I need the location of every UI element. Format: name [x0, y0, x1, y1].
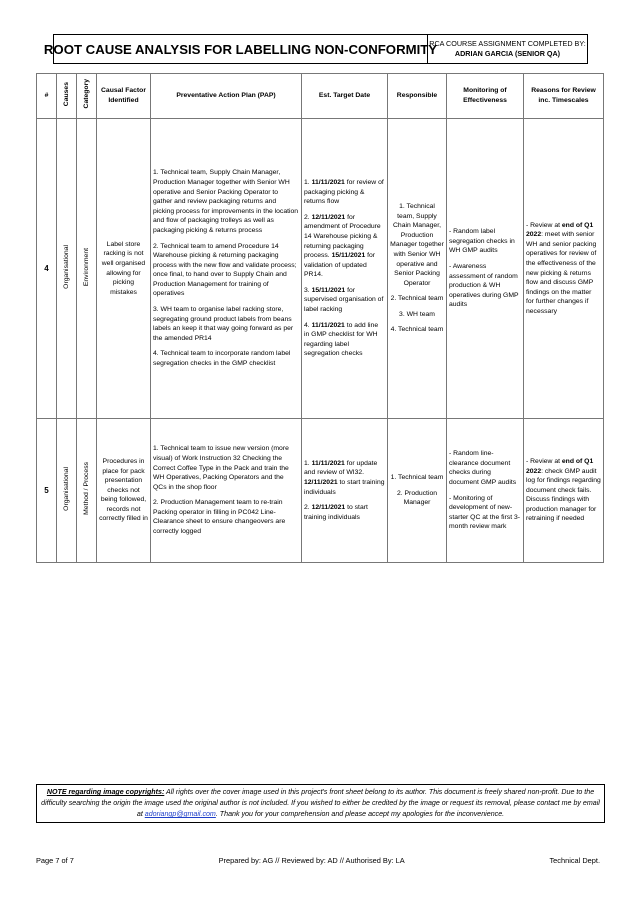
review-cell: - Review at end of Q1 2022: meet with senior WH and senior packing operatives for review of the effectiveness of the new picking & returns flow and discuss GMP findings on the matter for further changes if necessary — [524, 119, 604, 419]
col-reasons-header: Reasons for Review inc. Timescales — [524, 74, 604, 119]
pap-cell — [151, 119, 302, 419]
causal-factor: Label store racking is not well organised allowing for picking mistakes — [97, 119, 151, 419]
page-footer — [36, 856, 600, 865]
monitoring-item: - Awareness assessment of random production & WH operatives during GMP audits — [449, 262, 519, 309]
note-text-end: . Thank you for your comprehension and please accept my apologies for the inconvenience. — [215, 810, 505, 818]
assignment-box — [428, 34, 588, 64]
category-cell: Method / Process — [77, 419, 97, 563]
assignment-line: RCA COURSE ASSIGNMENT COMPLETED BY: — [429, 39, 586, 48]
col-target-header: Est. Target Date — [302, 74, 388, 119]
responsible-item: 4. Technical team — [390, 326, 444, 334]
cause-cell: Organisational — [57, 419, 77, 563]
pap-item: 2. Technical team to amend Procedure 14 Warehouse picking & returning packaging process with the new flow and validate process; once final, to hand over to Supply Chain and Production Management for training of operatives — [153, 242, 297, 298]
header-row — [37, 74, 604, 119]
row-number: 4 — [37, 119, 57, 419]
target-date-cell — [302, 119, 388, 419]
causal-factor: Procedures in place for pack presentation checks not being followed, records not correctly filled in — [97, 419, 151, 563]
approval-line: Prepared by: AG // Reviewed by: AD // Authorised By: LA — [218, 856, 405, 865]
monitoring-item: - Random line-clearance document checks during document GMP audits — [449, 450, 517, 486]
responsible-item: 3. WH team — [399, 310, 435, 318]
responsible-cell — [388, 419, 447, 563]
target-item: 3. 15/11/2021 for supervised organisation of label racking — [304, 286, 384, 314]
copyright-note — [36, 784, 605, 823]
page-number: Page 7 of 7 — [36, 856, 74, 865]
rca-table — [36, 73, 604, 563]
col-pap-header: Preventative Action Plan (PAP) — [151, 74, 302, 119]
target-item: 2. 12/11/2021 for amendment of Procedure 14 Warehouse picking & returning packaging process. 15/11/2021 for validation of updated PR14. — [304, 213, 381, 279]
email-link[interactable]: adoriangp@gmail.com — [144, 810, 216, 818]
cause-cell: Organisational — [57, 119, 77, 419]
col-category-header: Category — [77, 74, 97, 119]
col-number-header: # — [37, 74, 57, 119]
table-row — [37, 419, 604, 563]
note-text: All rights over the cover image used in this project's front sheet belong to its author. This document is freely shared non-profit. Due to the difficulty searching the origin the image used the original author is not included. If you wished to either be credited by the image or request its removal, please contact me by email at — [41, 788, 600, 818]
col-responsible-header: Responsible — [388, 74, 447, 119]
monitoring-cell — [447, 119, 524, 419]
target-item: 1. 11/11/2021 for review of packaging picking & returns flow — [304, 178, 384, 206]
row-number: 5 — [37, 419, 57, 563]
pap-cell — [151, 419, 302, 563]
assignment-name: ADRIAN GARCIA (SENIOR QA) — [454, 49, 561, 58]
document-title: ROOT CAUSE ANALYSIS FOR LABELLING NON-CONFORMITY — [53, 34, 428, 64]
header-bar — [43, 34, 588, 64]
col-causal-header: Causal Factor Identified — [97, 74, 151, 119]
pap-item: 1. Technical team to issue new version (more visual) of Work Instruction 32 Checking the Correct Coffee Type in the Pack and train the WH Operatives, Packing Operators and the QCs in the shop floor — [153, 445, 289, 491]
pap-item: 3. WH team to organise label racking store, segregating ground product labels from beans labels an keep it that way going forward as per the amended PR14 — [153, 306, 294, 342]
monitoring-item: - Monitoring of development of new-starter QC at the first 3-month review mark — [449, 494, 521, 531]
responsible-item: 2. Technical team — [390, 295, 444, 303]
target-date-cell — [302, 419, 388, 563]
department: Technical Dept. — [549, 856, 600, 865]
col-causes-header: Causes — [57, 74, 77, 119]
pap-item: 4. Technical team to incorporate random label segregation checks in the GMP checklist — [153, 350, 291, 368]
review-cell: - Review at end of Q1 2022: check GMP audit log for findings regarding document check fails. Discuss findings with production manager for retraining if needed — [524, 419, 604, 563]
target-item: 2. 12/11/2021 to start training individuals — [304, 504, 368, 521]
note-label: NOTE regarding image copyrights: — [46, 788, 165, 796]
responsible-cell — [388, 119, 447, 419]
category-cell: Environment — [77, 119, 97, 419]
monitoring-item: - Random label segregation checks in WH GMP audits — [449, 228, 515, 255]
target-item: 1. 11/11/2021 for update and review of WI32. 12/11/2021 to start training individuals — [304, 459, 385, 496]
monitoring-cell — [447, 419, 524, 563]
responsible-item: 2. Production Manager — [396, 489, 438, 507]
pap-item: 1. Technical team, Supply Chain Manager, Production Manager together with Senior WH operative and Senior Packing Operator to gather and review packaging returns and picking process for improvements in the location and flow of packaging trolleys as well as packaging picking & returns process — [153, 169, 299, 234]
pap-item: 2. Production Management team to re-train Packing operator in filling in PC042 Line-Clearance sheet to ensure changeovers are correctly logged — [153, 499, 286, 536]
responsible-item: 1. Technical team — [390, 474, 444, 482]
target-item: 4. 11/11/2021 to add line in GMP checklist for WH regarding label segregation checks — [304, 321, 379, 358]
table-row — [37, 119, 604, 419]
responsible-item: 1. Technical team, Supply Chain Manager, Production Manager together with Senior WH operative and Senior Packing Operator — [390, 202, 444, 287]
col-monitoring-header: Monitoring of Effectiveness — [447, 74, 524, 119]
